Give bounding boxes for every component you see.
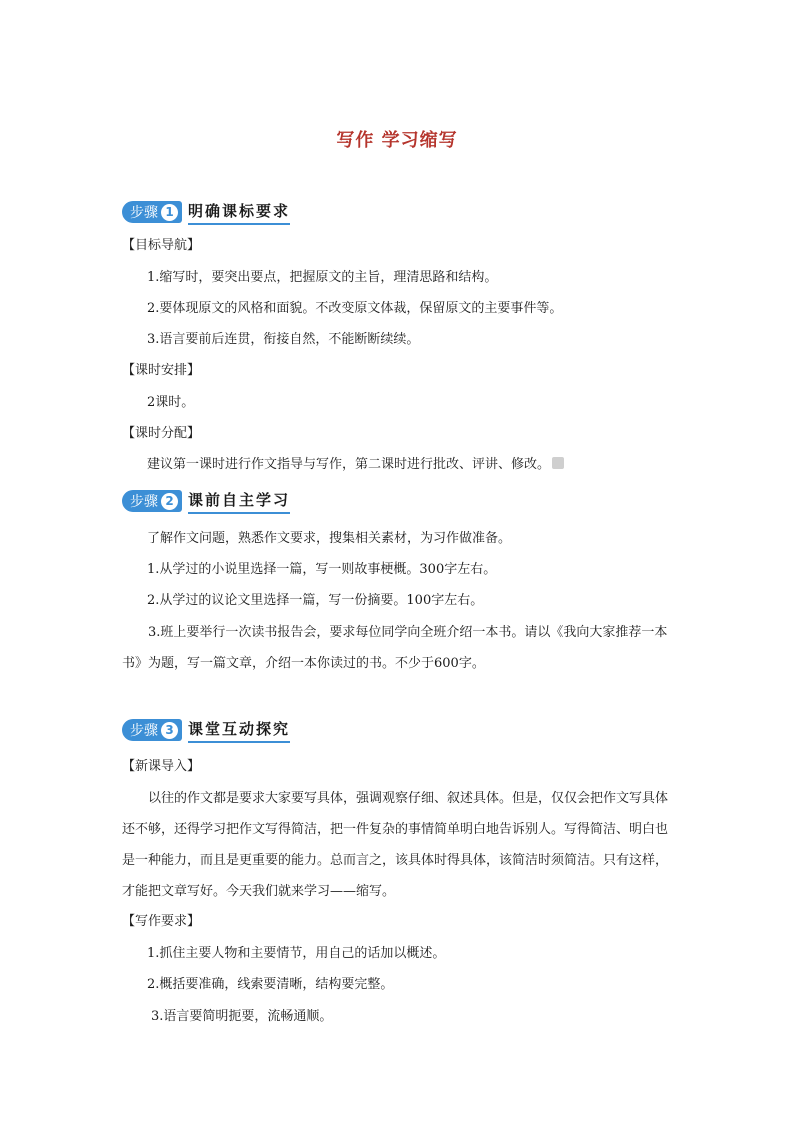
allocation-text <box>147 456 564 474</box>
step-number: 2 <box>161 493 178 510</box>
goal-item: 3.语言要前后连贯，衔接自然，不能断断续续。 <box>147 332 420 347</box>
step-title: 课前自主学习 <box>188 489 290 514</box>
step-title: 课堂互动探究 <box>188 718 290 743</box>
step-title: 明确课标要求 <box>188 200 290 225</box>
prep-task-3: 3.班上要举行一次读书报告会，要求每位同学向全班介绍一本书。请以《我向大家推荐一本书》为题，写一篇文章，介绍一本你读过的书。不少于600字。 <box>122 625 668 671</box>
step-badge <box>122 719 182 741</box>
requirement-item: 2.概括要准确，线索要清晰，结构要完整。 <box>147 977 394 992</box>
watermark-icon <box>552 457 564 469</box>
step-3-header <box>122 717 290 743</box>
step-2-header <box>122 488 290 514</box>
allocation-content: 建议第一课时进行作文指导与写作，第二课时进行批改、评讲、修改。 <box>147 457 551 472</box>
step-1-header <box>122 199 290 225</box>
goal-heading: 【目标导航】 <box>122 238 201 253</box>
step-badge <box>122 490 182 512</box>
step-label: 步骤 <box>130 205 158 221</box>
step-badge <box>122 201 182 223</box>
schedule-heading: 【课时安排】 <box>122 363 201 378</box>
goal-item: 1.缩写时，要突出要点，把握原文的主旨，理清思路和结构。 <box>147 270 498 285</box>
prep-task: 2.从学过的议论文里选择一篇，写一份摘要。100字左右。 <box>147 593 484 608</box>
requirements-heading: 【写作要求】 <box>122 914 201 929</box>
requirement-item: 3.语言要简明扼要，流畅通顺。 <box>151 1009 333 1024</box>
step-number: 1 <box>161 204 178 221</box>
goal-item: 2.要体现原文的风格和面貌。不改变原文体裁，保留原文的主要事件等。 <box>147 301 563 316</box>
allocation-heading: 【课时分配】 <box>122 426 201 441</box>
requirement-item: 1.抓住主要人物和主要情节，用自己的话加以概述。 <box>147 946 446 961</box>
prep-task: 1.从学过的小说里选择一篇，写一则故事梗概。300字左右。 <box>147 562 497 577</box>
intro-paragraph: 以往的作文都是要求大家要写具体，强调观察仔细、叙述具体。但是，仅仅会把作文写具体还不够，还得学习把作文写得简洁，把一件复杂的事情简单明白地告诉别人。写得简洁、明白也是一种能力，而且是更重要的能力。总而言之，该具体时得具体，该简洁时须简洁。只有这样，才能把文章写好。今天我们就来学习——缩写。 <box>122 791 669 899</box>
step-number: 3 <box>161 722 178 739</box>
intro-heading: 【新课导入】 <box>122 759 201 774</box>
step-label: 步骤 <box>130 494 158 510</box>
step-label: 步骤 <box>130 723 158 739</box>
prep-intro: 了解作文问题，熟悉作文要求，搜集相关素材，为习作做准备。 <box>147 531 512 546</box>
document-title: 写作 学习缩写 <box>336 130 458 151</box>
schedule-text: 2课时。 <box>147 395 195 410</box>
